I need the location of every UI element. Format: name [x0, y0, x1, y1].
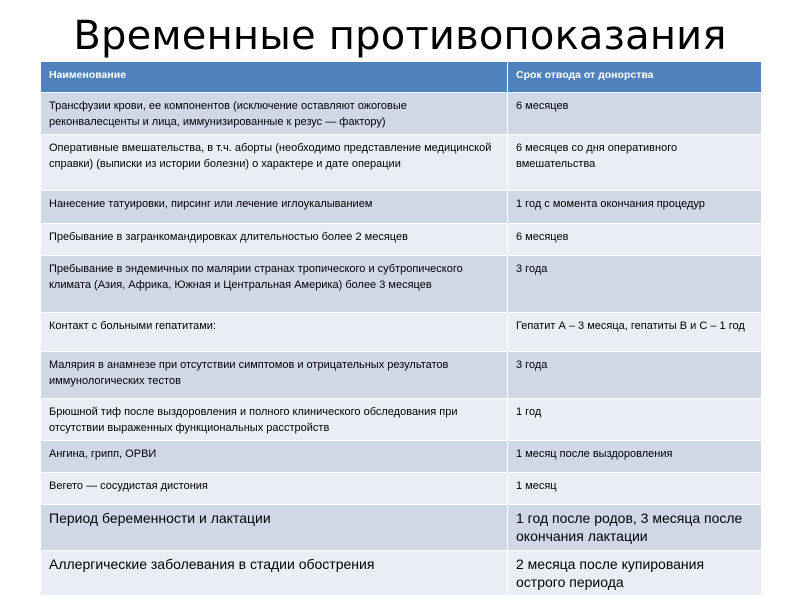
row-name-cell: Аллергические заболевания в стадии обострения: [41, 551, 508, 596]
table-row: [41, 93, 762, 135]
row-name-cell: Пребывание в эндемичных по малярии странах тропического и субтропического климата (Азия, Африка, Южная и Центральная Америка) более 3 месяцев: [41, 256, 508, 313]
header-name: Наименование: [41, 62, 508, 93]
row-name-cell: Малярия в анамнезе при отсутствии симптомов и отрицательных результатов иммунологических тестов: [41, 352, 508, 399]
table-row: [41, 191, 762, 224]
row-name-cell: Трансфузии крови, ее компонентов (исключение оставляют ожоговые реконвалесценты и лица, иммунизированные к резус — фактору): [41, 93, 508, 135]
row-period-cell: 1 год: [508, 399, 762, 441]
row-name-cell: Контакт с больными гепатитами:: [41, 313, 508, 352]
table-row: [41, 505, 762, 551]
contraindications-table: [40, 61, 762, 596]
table-row: [41, 352, 762, 399]
slide-title: Временные противопоказания: [73, 13, 727, 59]
table-row: [41, 551, 762, 596]
header-period: Срок отвода от донорства: [508, 62, 762, 93]
row-name-cell: Брюшной тиф после выздоровления и полного клинического обследования при отсутствии выраженных функциональных расстройств: [41, 399, 508, 441]
row-period-cell: 1 год после родов, 3 месяца после окончания лактации: [508, 505, 762, 551]
table-row: [41, 473, 762, 505]
row-period-cell: 6 месяцев: [508, 93, 762, 135]
row-period-cell: 3 года: [508, 352, 762, 399]
table-row: [41, 224, 762, 256]
row-period-cell: 1 год с момента окончания процедур: [508, 191, 762, 224]
row-period-cell: 6 месяцев со дня оперативного вмешательства: [508, 135, 762, 191]
table-row: [41, 313, 762, 352]
table-row: [41, 256, 762, 313]
row-name-cell: Ангина, грипп, ОРВИ: [41, 441, 508, 473]
row-name-cell: Вегето — сосудистая дистония: [41, 473, 508, 505]
table-header-row: [41, 62, 762, 93]
row-period-cell: 1 месяц после выздоровления: [508, 441, 762, 473]
table-row: [41, 135, 762, 191]
table-row: [41, 399, 762, 441]
row-period-cell: Гепатит А – 3 месяца, гепатиты В и С – 1 год: [508, 313, 762, 352]
row-name-cell: Оперативные вмешательства, в т.ч. аборты (необходимо представление медицинской справки) (выписки из истории болезни) о характере и дате операции: [41, 135, 508, 191]
row-period-cell: 1 месяц: [508, 473, 762, 505]
row-name-cell: Нанесение татуировки, пирсинг или лечение иглоукалыванием: [41, 191, 508, 224]
row-name-cell: Пребывание в загранкомандировках длительностью более 2 месяцев: [41, 224, 508, 256]
row-period-cell: 3 года: [508, 256, 762, 313]
row-name-cell: Период беременности и лактации: [41, 505, 508, 551]
row-period-cell: 6 месяцев: [508, 224, 762, 256]
row-period-cell: 2 месяца после купирования острого периода: [508, 551, 762, 596]
table-row: [41, 441, 762, 473]
